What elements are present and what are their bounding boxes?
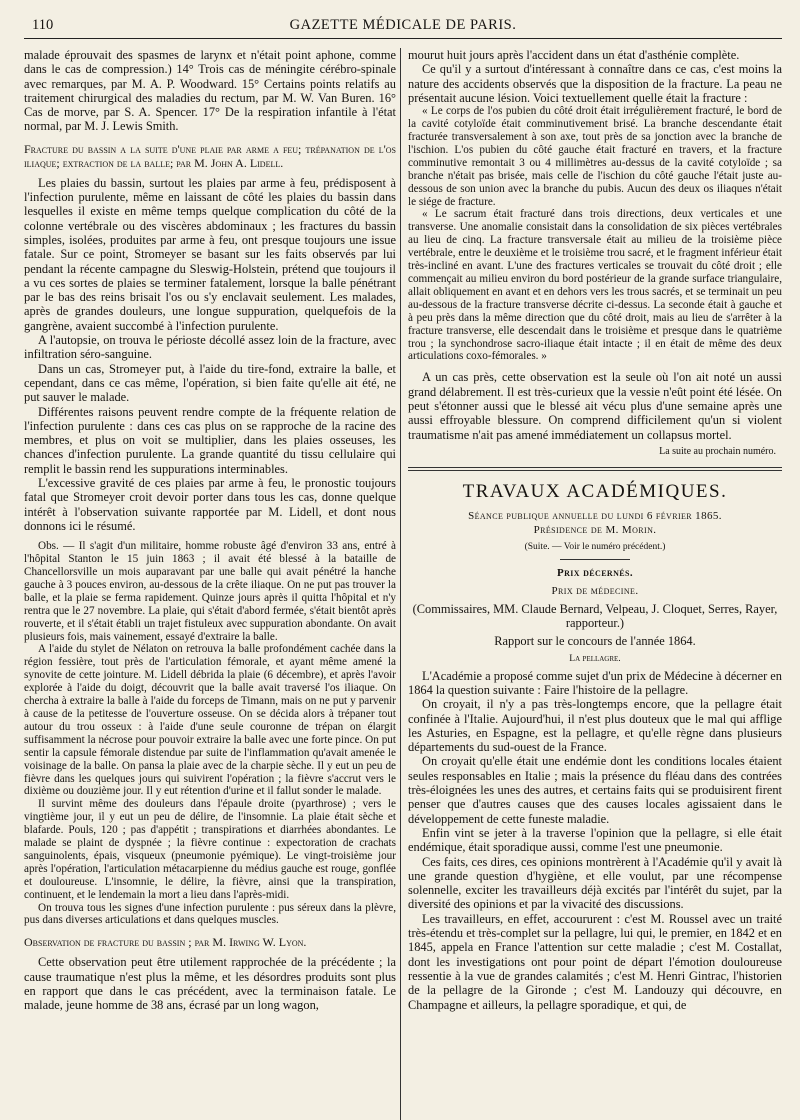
pellagre-heading: La pellagre. — [569, 653, 621, 664]
paragraph: L'Académie a proposé comme sujet d'un prix de Médecine à décerner en 1864 la question suivante : Faire l'histoire de la pellagre. — [408, 668, 782, 697]
paragraph: Ces faits, ces dires, ces opinions montrèrent à l'Académie qu'il y avait là une grande question d'hygiène, et elle voulut, par une récompense solennelle, exciter les travailleurs déjà excités par l'intérêt du sujet, par la diversité des opinions et par la vivacité des discussions. — [408, 854, 782, 912]
paragraph: On croyait, il n'y a pas très-longtemps encore, que la pellagre était confinée à l'Italie. Aujourd'hui, il n'est plus douteux que le mal qui afflige les Asturies, en Espagne, est la pellagre, et qu'elle règne dans plusieurs départements du sud-ouest de la France. — [408, 697, 782, 755]
paragraph: Enfin vint se jeter à la traverse l'opinion que la pellagre, si elle était endémique, était sporadique aussi, comme l'est une pneumonie. — [408, 825, 782, 855]
small-rule — [560, 559, 630, 560]
paragraph: « Le corps de l'os pubien du côté droit était irrégulièrement fracturé, le bord de la cavité cotyloïde était comminutivement brisé. La branche descendante était fracturée transversalement à son axe, tout près de sa jonction avec la branche de l'ischion. L'os pubien du côté gauche était fracturé en travers, et la fracture comminutive remontait 3 ou 4 millimètres au-dessus de la cavité cotyloïde ; sa branche n'était pas brisée, mais celle de l'ischion du côté gauche l'était juste au-dessous de son union avec la branche du pubis. Aucun des deux os iliaques n'était le siége de fracture. — [408, 105, 782, 208]
paragraph: On trouva tous les signes d'une infection purulente : pus séreux dans la plèvre, pus dans diverses articulations et dans quelques muscles. — [24, 901, 396, 927]
paragraph: A l'autopsie, on trouva le périoste décollé assez loin de la fracture, avec infiltration séro-sanguine. — [24, 333, 396, 362]
left-column — [24, 48, 396, 1120]
section-title: TRAVAUX ACADÉMIQUES. — [462, 480, 728, 502]
paragraph: « Le sacrum était fracturé dans trois directions, deux verticales et une transverse. Une anomalie consistait dans la consolidation de six pièces vertébrales au lieu de cinq. La fracture transversale était au milieu de la troisième pièce vertébrale, entre le deuxième et le troisième trou sacré, et le fragment inférieur était très-incliné en avant. L'une des fractures verticales se trouvait du côté droit ; elle commençait au milieu environ du bord postérieur de la grande surface triangulaire, allait obliquement en avant et en dehors vers les trous sacrés, et se terminait un peu au-dessous de la fracture transverse décrite ci-dessus. La seconde était à gauche et à peu près dans la même direction que du côté droit, mais au lieu de s'arrêter à la fracture transverse, elle descendait dans le troisième et presque dans le quatrième trou ; la synchondrose sacro-iliaque était intacte ; il en était de même des deux articulations coxo-fémorales. » — [408, 208, 782, 363]
column-divider — [400, 48, 401, 1120]
prix-decernes: Prix décernés. — [556, 566, 634, 579]
prix-medecine: Prix de médecine. — [551, 584, 639, 597]
continued-note: La suite au prochain numéro. — [659, 445, 776, 457]
section-separator — [408, 467, 782, 471]
paragraph: Ce qu'il y a surtout d'intéressant à connaître dans ce cas, c'est moins la nature des accidents observés que la disposition de la fracture. La peau ne présentait aucune lésion. Voici textuellement quelle était la fracture : — [408, 62, 782, 105]
article-heading: Fracture du bassin a la suite d'une plaie par arme a feu; trépanation de l'os iliaque; extraction de la balle; par M. John A. Lidell. — [24, 141, 396, 170]
page-number: 110 — [32, 17, 54, 33]
paragraph: A l'aide du stylet de Nélaton on retrouva la balle profondément cachée dans la région fessière, tout près de l'articulation fémorale, et ayant même amené la synovite de cette jointure. M. Lidell débrida la plaie (6 décembre), et après l'avoir explorée à l'aide du doigt, découvrit que la balle avait traversé l'os iliaque. On chercha à extraire la balle à l'aide du forceps de Timann, mais on ne put y parvenir à cause de la petitesse de l'ouverture osseuse. On se décida alors à trépaner tout autour du trou osseux : à l'aide d'une seule couronne de trépan on élargit suffisamment la nécrose pour pouvoir extraire la balle avec une forte pince. On put sentir la capsule fémorale distendue par suite de l'inflammation qu'avait amenée le voisinage de la balle. On pansa la plaie avec de la charpie sèche. Il y eut un peu de fièvre dans les quelques jours qui suivirent l'opération ; la fièvre s'accrut vers le dixième ou douzième jour. Il y eut rétention d'urine et il fallut sonder le malade. — [24, 643, 396, 798]
paragraph: Cette observation peut être utilement rapprochée de la précédente ; la cause traumatique n'est plus la même, et les désordres produits sont plus en rapport que dans le cas précédent, avec la terminaison fatale. Le malade, jeune homme de 38 ans, écrasé par un long wagon, — [24, 955, 396, 1013]
rapport-title: Rapport sur le concours de l'année 1864. — [494, 634, 696, 649]
paragraph: A un cas près, cette observation est la seule où l'on ait noté un aussi grand délabrement. Il est très-curieux que la vessie n'eût point été lésée. On peut s'étonner aussi que le blessé ait vécu plus d'une semaine après une aussi effroyable blessure. On comprend difficilement qu'un si violent traumatisme n'ait pas amené immédiatement un collapsus mortel. — [408, 370, 782, 442]
paragraph: Différentes raisons peuvent rendre compte de la fréquente relation de l'infection purulente : dans ces cas plus on se rapproche de la racine des membres, et plus on voit se multiplier, dans les plaies osseuses, les chances d'infection purulente. La grande quantité du tissu cellulaire qui remplit le bassin rend les suppurations interminables. — [24, 404, 396, 476]
article-heading: Observation de fracture du bassin ; par M. Irwing W. Lyon. — [24, 935, 307, 950]
paragraph: mourut huit jours après l'accident dans un état d'asthénie complète. — [408, 48, 740, 62]
presidence-line: Présidence de M. Morin. — [533, 523, 657, 536]
paragraph: L'excessive gravité de ces plaies par arme à feu, le pronostic toujours fatal que Stromeyer croit devoir porter dans tous les cas, donne quelque intérêt à l'observation suivante rapportée par M. Lidell, et dont nous donnons ici le résumé. — [24, 476, 396, 533]
columns — [24, 48, 782, 1120]
right-column — [408, 48, 782, 1120]
paragraph: Les travailleurs, en effet, accoururent : c'est M. Roussel avec un traité très-étendu et très-complet sur la pellagre, lui qui, le premier, en 1842 et en 1845, appela en France l'attention sur cette maladie ; c'est M. Costallat, dont les investigations ont pour point de départ l'émotion douloureuse ressentie à la vue de grandes calamités ; c'est M. Henri Gintrac, l'historien de la pellagre de la Gironde ; c'est M. Landouzy qui découvre, en Champagne et ailleurs, la pellagre sporadique, et qui, de — [408, 911, 782, 1012]
paragraph: Il survint même des douleurs dans l'épaule droite (pyarthrose) ; vers le vingtième jour, il y eut un peu de délire, de l'insomnie. La plaie était sèche et blafarde. Pouls, 120 ; pas d'appétit ; transpirations et diarrhées abondantes. Le malade se plaint de dyspnée ; la fièvre continue : expectoration de crachats sanguinolents, épais, visqueux (pneumonie pyémique). Le vingt-troisième jour après l'opération, l'articulation métacarpienne du médius gauche est rouge, gonflée et douloureuse. L'insomnie, le délire, la fièvre, ainsi que la transpiration, continuent, et le lendemain la mort a lieu dans l'après-midi. — [24, 798, 396, 901]
page-header — [24, 14, 782, 39]
paragraph: Dans un cas, Stromeyer put, à l'aide du tire-fond, extraire la balle, et cependant, dans ce cas même, l'opération, si bien faite qu'elle ait été, ne put sauver le malade. — [24, 361, 396, 405]
observation-block — [24, 540, 396, 927]
paragraph: On croyait qu'elle était une endémie dont les conditions locales étaient seules responsables en Italie ; mais la présence du fléau dans des contrées très-éloignées les unes des autres, et certains faits qui se produisirent firent penser que d'autres causes que des causes locales agissaient dans le développement de cette funeste maladie. — [408, 754, 782, 826]
commissaires: (Commissaires, MM. Claude Bernard, Velpeau, J. Cloquet, Serres, Rayer, rapporteur.) — [412, 601, 778, 631]
paragraph: Obs. — Il s'agit d'un militaire, homme robuste âgé d'environ 33 ans, entré à l'hôpital Stanton le 15 juin 1863 ; il avait été blessé à la bataille de Chancellorsville un mois auparavant par une balle qui avait pénétré la hanche gauche à 3 pouces environ, au-dessous de la crête iliaque. On ne put pas trouver la balle, et la plaie se ferma rapidement. Quinze jours après il quitta l'hôpital et n'y rentra que le 27 novembre. La plaie, qui s'était d'abord fermée, s'était bientôt après rouverte, et il s'était établi un trajet fistuleux avec suppuration abondante. On avait plusieurs fois, mais vainement, essayé d'extraire la balle. — [24, 540, 396, 643]
paragraph: malade éprouvait des spasmes de larynx et n'était point aphone, comme dans le cas de compression.) 14° Trois cas de méningite cérébro-spinale avec remarques, par M. A. P. Woodward. 15° Certains points relatifs au traitement chirurgical des maladies du rectum, par M. W. Van Buren. 16° Cas de morve, par S. A. Spencer. 17° De la respiration infantile à l'état normal, par M. J. Lewis Smith. — [24, 48, 396, 134]
quote-block — [408, 105, 782, 363]
journal-title: GAZETTE MÉDICALE DE PARIS. — [289, 17, 517, 33]
seance-line: Séance publique annuelle du lundi 6 février 1865. — [468, 509, 722, 522]
paragraph: Les plaies du bassin, surtout les plaies par arme à feu, prédisposent à l'infection purulente, même en laissant de côté les plaies du bassin dans lesquelles il existe en même temps quelque complication du côté de la colonne vertébrale ou des viscères abdominaux ; les fractures du bassin simples, isolées, produites par arme à feu, ont presque toujours une issue fatale. Sur ce point, Stromeyer se basant sur les faits observés par lui pendant la récente campagne du Sleswig-Holstein, prétend que toujours il a vu ces sortes de plaies se terminer fatalement, lorsque la balle pénétrant par le bas des reins brisait l'os ou s'y enclavait seulement. Les malades, après de grandes douleurs, une longue suppuration, quelquefois de la gangrène, avaient succombé à l'infection purulente. — [24, 175, 396, 333]
suite-note: (Suite. — Voir le numéro précédent.) — [524, 541, 666, 552]
